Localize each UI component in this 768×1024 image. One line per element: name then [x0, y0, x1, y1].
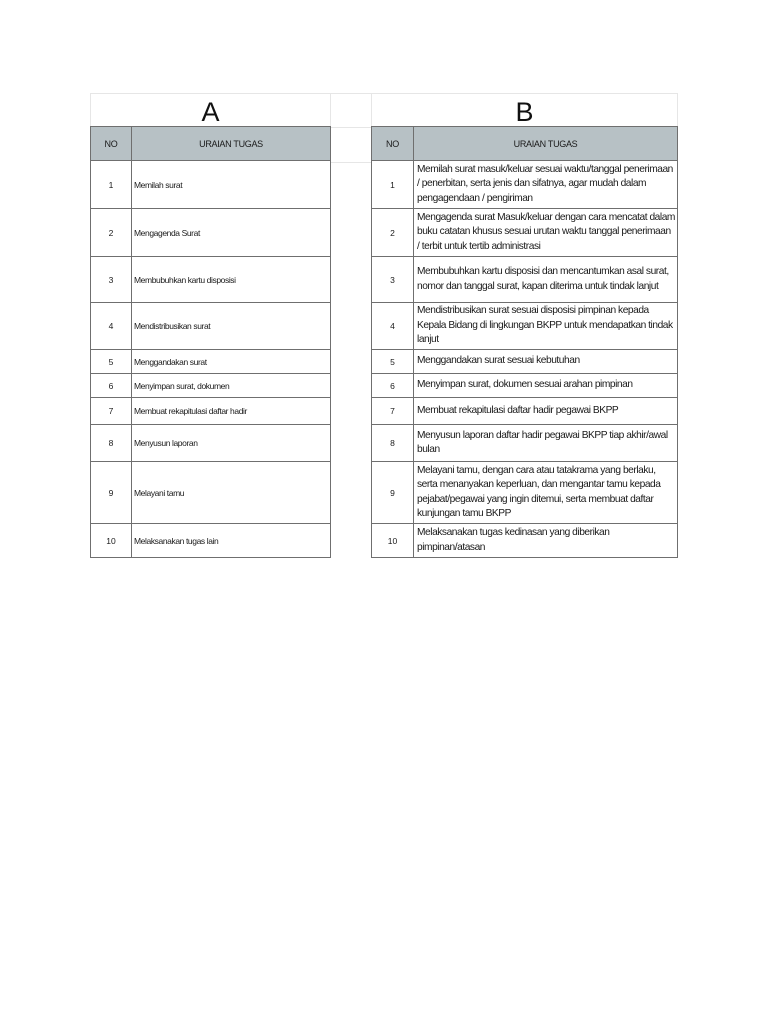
table-b-grid	[371, 126, 678, 558]
row-task: Memilah surat	[132, 161, 331, 209]
table-a-grid	[90, 126, 331, 558]
row-number: 1	[91, 161, 132, 209]
row-task: Menyimpan surat, dokumen	[132, 374, 331, 398]
table-a-header-row	[91, 127, 331, 161]
table-row	[91, 374, 331, 398]
row-task: Mengagenda surat Masuk/keluar dengan cara mencatat dalam buku catatan khusus sesuai urutan waktu tanggal penerimaan / terbit untuk tertib administrasi	[414, 209, 678, 257]
table-row	[372, 425, 678, 462]
row-number: 9	[91, 462, 132, 524]
row-task: Melayani tamu, dengan cara atau tatakrama yang berlaku, serta menanyakan keperluan, dan mengantar tamu kepada pejabat/pegawai yang ingin ditemui, serta membuat daftar kunjungan tamu BKPP	[414, 462, 678, 524]
table-row	[372, 209, 678, 257]
row-task: Mendistribusikan surat	[132, 303, 331, 350]
row-task: Menyusun laporan daftar hadir pegawai BKPP tiap akhir/awal bulan	[414, 425, 678, 462]
table-b-header-row	[372, 127, 678, 161]
table-b	[371, 93, 678, 558]
row-number: 10	[91, 524, 132, 558]
table-row	[91, 398, 331, 425]
row-number: 7	[91, 398, 132, 425]
header-uraian-tugas: URAIAN TUGAS	[132, 127, 331, 161]
row-task: Membubuhkan kartu disposisi	[132, 257, 331, 303]
row-task: Melayani tamu	[132, 462, 331, 524]
table-row	[372, 462, 678, 524]
table-row	[372, 257, 678, 303]
header-no: NO	[91, 127, 132, 161]
header-uraian-tugas: URAIAN TUGAS	[414, 127, 678, 161]
table-a-letter: A	[90, 93, 331, 126]
row-task: Mengagenda Surat	[132, 209, 331, 257]
row-task: Membuat rekapitulasi daftar hadir	[132, 398, 331, 425]
row-number: 2	[91, 209, 132, 257]
row-task: Memilah surat masuk/keluar sesuai waktu/tanggal penerimaan / penerbitan, serta jenis dan sifatnya, agar mudah dalam pengagendaan / pengiriman	[414, 161, 678, 209]
row-number: 3	[91, 257, 132, 303]
table-row	[372, 350, 678, 374]
row-number: 4	[372, 303, 414, 350]
row-number: 1	[372, 161, 414, 209]
table-row	[91, 524, 331, 558]
row-number: 5	[372, 350, 414, 374]
gap-cell	[331, 94, 371, 128]
row-number: 6	[372, 374, 414, 398]
table-a	[90, 93, 331, 558]
table-row	[372, 161, 678, 209]
row-task: Melaksanakan tugas lain	[132, 524, 331, 558]
table-row	[91, 257, 331, 303]
table-row	[91, 462, 331, 524]
gap-cell	[331, 128, 371, 163]
row-number: 3	[372, 257, 414, 303]
row-number: 8	[372, 425, 414, 462]
row-task: Menyimpan surat, dokumen sesuai arahan pimpinan	[414, 374, 678, 398]
header-no: NO	[372, 127, 414, 161]
row-number: 7	[372, 398, 414, 425]
table-row	[372, 374, 678, 398]
row-task: Membubuhkan kartu disposisi dan mencantumkan asal surat, nomor dan tanggal surat, kapan diterima untuk tindak lanjut	[414, 257, 678, 303]
row-number: 4	[91, 303, 132, 350]
row-task: Mendistribusikan surat sesuai disposisi pimpinan kepada Kepala Bidang di lingkungan BKPP untuk mendapatkan tindak lanjut	[414, 303, 678, 350]
table-row	[91, 425, 331, 462]
table-row	[91, 209, 331, 257]
table-row	[372, 524, 678, 558]
row-task: Membuat rekapitulasi daftar hadir pegawai BKPP	[414, 398, 678, 425]
table-b-letter: B	[371, 93, 678, 126]
row-number: 5	[91, 350, 132, 374]
row-number: 2	[372, 209, 414, 257]
table-row	[372, 398, 678, 425]
spreadsheet-gap-column	[331, 93, 371, 560]
row-task: Menggandakan surat	[132, 350, 331, 374]
table-row	[91, 303, 331, 350]
row-number: 10	[372, 524, 414, 558]
row-task: Menyusun laporan	[132, 425, 331, 462]
row-number: 8	[91, 425, 132, 462]
row-number: 9	[372, 462, 414, 524]
row-task: Melaksanakan tugas kedinasan yang diberikan pimpinan/atasan	[414, 524, 678, 558]
row-task: Menggandakan surat sesuai kebutuhan	[414, 350, 678, 374]
table-row	[372, 303, 678, 350]
table-row	[91, 350, 331, 374]
row-number: 6	[91, 374, 132, 398]
table-row	[91, 161, 331, 209]
